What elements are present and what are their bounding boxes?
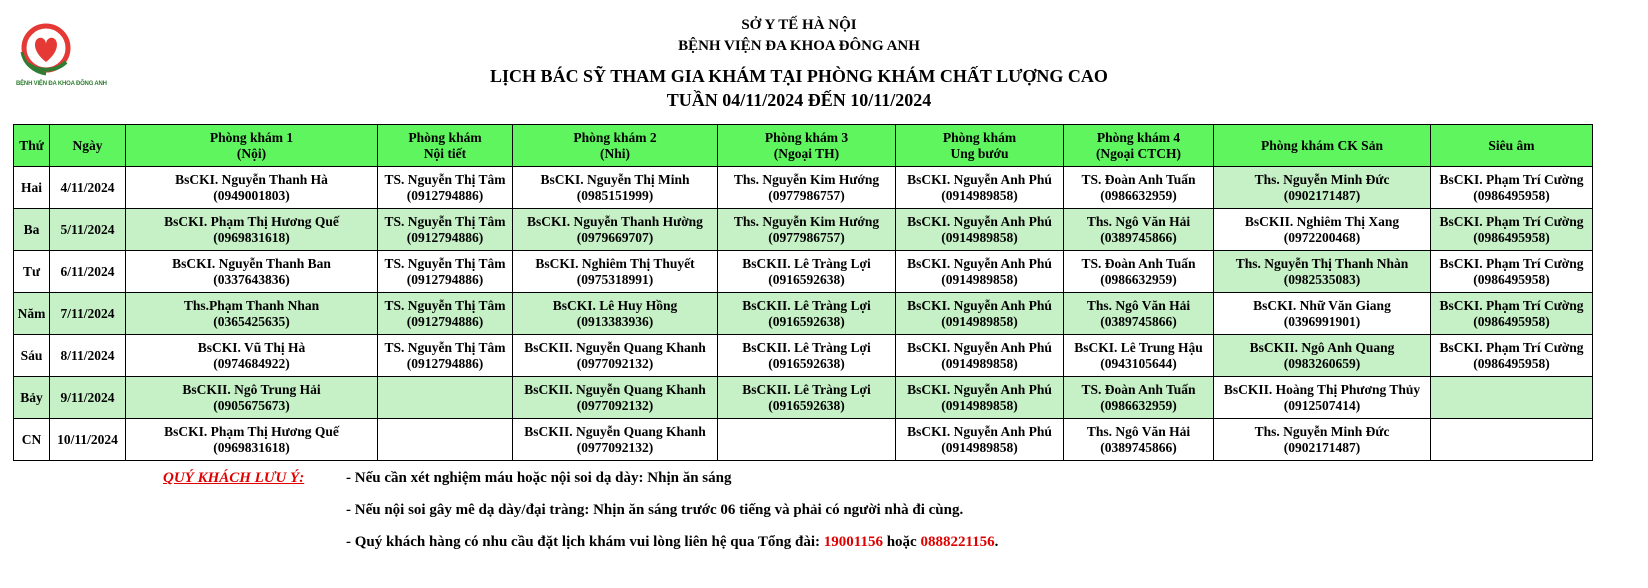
doctor-name: Ths. Nguyễn Minh Đức [1254,423,1390,439]
doctor-cell [126,209,378,251]
department-name: SỞ Y TẾ HÀ NỘI [741,17,857,33]
table-header-row [14,125,1593,167]
column-header [378,125,513,167]
doctor-name: Ths. Nguyễn Kim Hướng [733,213,880,229]
column-header-title: Thứ [19,137,44,153]
doctor-cell [378,251,513,293]
doctor-phone: (0337643836) [213,271,290,287]
column-header-title: Phòng khám [942,129,1017,145]
column-header-title: Ngày [72,137,103,153]
doctor-cell [513,293,718,335]
doctor-phone: (0914989858) [941,313,1018,329]
doctor-cell [718,209,896,251]
date-cell: 9/11/2024 [50,377,126,419]
day-cell: Bảy [14,377,50,419]
doctor-cell [126,167,378,209]
date-cell: 6/11/2024 [50,251,126,293]
doctor-phone: (0985151999) [576,187,654,203]
doctor-name: BsCKI. Nguyễn Thanh Ban [172,255,331,271]
column-header-subtitle: Nội tiết [423,145,467,161]
doctor-name: BsCKI. Phạm Trí Cường [1439,213,1584,229]
doctor-name: BsCKI. Phạm Trí Cường [1439,171,1584,187]
doctor-cell [1214,419,1431,461]
doctor-phone: (0914989858) [941,397,1018,413]
doctor-cell [1214,335,1431,377]
doctor-name: Ths. Ngô Văn Hải [1086,297,1191,313]
day-cell: Sáu [14,335,50,377]
doctor-phone: (0982535083) [1283,271,1361,287]
doctor-cell [896,377,1064,419]
doctor-phone: (0969831618) [213,229,290,245]
doctor-name: BsCKI. Nguyễn Anh Phú [907,423,1052,439]
doctor-cell [896,251,1064,293]
doctor-cell [1431,419,1593,461]
doctor-cell [1431,167,1593,209]
doctor-phone: (0916592638) [768,313,845,329]
day-cell: Tư [14,251,50,293]
doctor-phone: (0983260659) [1283,355,1361,371]
doctor-cell [718,419,896,461]
table-row [14,335,1593,377]
column-header [718,125,896,167]
notice-line-3-end: . [994,534,999,550]
doctor-cell [378,209,513,251]
doctor-phone: (0975318991) [576,271,654,287]
doctor-phone: (0986632959) [1100,271,1177,287]
doctor-phone: (0914989858) [941,187,1018,203]
doctor-name: BsCKI. Nguyễn Anh Phú [907,339,1052,355]
doctor-cell [126,335,378,377]
doctor-name: Ths. Nguyễn Minh Đức [1254,171,1390,187]
doctor-name: BsCKII. Nghiêm Thị Xang [1244,213,1400,229]
table-row [14,293,1593,335]
doctor-cell [378,419,513,461]
doctor-phone: (0916592638) [768,397,845,413]
doctor-phone: (0914989858) [941,229,1018,245]
doctor-name: BsCKI. Phạm Thị Hương Quế [164,213,339,229]
doctor-phone: (0912507414) [1283,397,1361,413]
doctor-name: BsCKI. Phạm Trí Cường [1439,255,1584,271]
doctor-phone: (0912794886) [406,187,484,203]
date-cell: 8/11/2024 [50,335,126,377]
doctor-cell [1064,167,1214,209]
column-header [14,125,50,167]
hotline-number-1: 19001156 [823,534,883,550]
doctor-cell [896,293,1064,335]
doctor-name: TS. Nguyễn Thị Tâm [384,171,506,187]
doctor-name: BsCKI. Nhữ Văn Giang [1253,297,1391,313]
doctor-name: TS. Nguyễn Thị Tâm [384,297,506,313]
doctor-name: BsCKII. Ngô Anh Quang [1249,339,1395,355]
doctor-phone: (0972200468) [1283,229,1361,245]
column-header-title: Phòng khám 4 [1096,129,1181,145]
column-header [1431,125,1593,167]
doctor-name: BsCKII. Lê Tràng Lợi [742,339,871,355]
column-header [50,125,126,167]
doctor-cell [378,377,513,419]
doctor-name: BsCKII. Nguyễn Quang Khanh [524,339,706,355]
column-header-subtitle: (Ngoại TH) [773,145,840,161]
column-header-subtitle: (Nhi) [600,145,630,161]
doctor-cell [1064,419,1214,461]
doctor-phone: (0389745866) [1100,439,1177,455]
doctor-name: BsCKI. Nguyễn Thanh Hường [527,213,703,229]
doctor-name: BsCKI. Nguyễn Anh Phú [907,297,1052,313]
doctor-name: BsCKI. Nghiêm Thị Thuyết [535,255,695,271]
table-row [14,377,1593,419]
doctor-cell [718,335,896,377]
doctor-cell [1064,209,1214,251]
day-cell: Ba [14,209,50,251]
doctor-phone: (0912794886) [406,313,484,329]
doctor-name: BsCKII. Lê Tràng Lợi [742,255,871,271]
doctor-name: BsCKI. Phạm Trí Cường [1439,339,1584,355]
doctor-cell [896,209,1064,251]
doctor-cell [378,167,513,209]
doctor-cell [1431,209,1593,251]
doctor-cell [896,335,1064,377]
doctor-cell [1431,293,1593,335]
doctor-cell [378,335,513,377]
column-header-title: Phòng khám [408,129,482,145]
doctor-cell [513,377,718,419]
doctor-phone: (0916592638) [768,355,845,371]
doctor-phone: (0389745866) [1100,229,1177,245]
notice-line-3-or: hoặc [882,534,921,550]
column-header [1064,125,1214,167]
doctor-phone: (0912794886) [406,355,484,371]
doctor-name: BsCKI. Nguyễn Anh Phú [907,213,1052,229]
doctor-phone: (0986495958) [1473,271,1550,287]
doctor-cell [1214,251,1431,293]
doctor-cell [513,335,718,377]
doctor-cell [1214,209,1431,251]
doctor-phone: (0977986757) [768,187,845,203]
doctor-phone: (0949001803) [213,187,290,203]
doctor-phone: (0986495958) [1473,313,1550,329]
doctor-cell [896,167,1064,209]
doctor-name: Ths. Ngô Văn Hải [1086,423,1191,439]
column-header [1214,125,1431,167]
doctor-phone: (0902171487) [1283,439,1361,455]
doctor-name: BsCKI. Nguyễn Anh Phú [907,171,1052,187]
doctor-name: Ths.Phạm Thanh Nhan [183,297,320,313]
doctor-name: TS. Nguyễn Thị Tâm [384,213,506,229]
doctor-name: BsCKI. Nguyễn Anh Phú [907,255,1052,271]
doctor-cell [718,251,896,293]
doctor-cell [126,293,378,335]
date-cell: 4/11/2024 [50,167,126,209]
doctor-phone: (0914989858) [941,439,1018,455]
doctor-name: BsCKII. Nguyễn Quang Khanh [524,381,706,397]
doctor-cell [718,293,896,335]
doctor-phone: (0986632959) [1100,187,1177,203]
doctor-cell [126,419,378,461]
doctor-name: BsCKII. Lê Tràng Lợi [742,297,871,313]
doctor-name: TS. Đoàn Anh Tuấn [1081,171,1196,187]
doctor-name: BsCKII. Lê Tràng Lợi [742,381,871,397]
doctor-phone: (0902171487) [1283,187,1361,203]
column-header [513,125,718,167]
doctor-cell [513,167,718,209]
day-cell: CN [14,419,50,461]
doctor-cell [126,377,378,419]
day-cell: Hai [14,167,50,209]
week-range: TUẦN 04/11/2024 ĐẾN 10/11/2024 [666,90,932,110]
doctor-name: Ths. Ngô Văn Hải [1086,213,1191,229]
doctor-cell [378,293,513,335]
doctor-phone: (0389745866) [1100,313,1177,329]
doctor-cell [1064,293,1214,335]
doctor-name: BsCKI. Lê Trung Hậu [1074,339,1203,355]
logo-caption: BỆNH VIỆN ĐA KHOA ĐÔNG ANH [16,81,107,87]
doctor-phone: (0365425635) [213,313,290,329]
doctor-name: TS. Đoàn Anh Tuấn [1081,255,1196,271]
doctor-name: Ths. Nguyễn Thị Thanh Nhàn [1235,255,1409,271]
notice-line-3 [346,534,998,551]
doctor-phone: (0977092132) [576,397,654,413]
notice-line-1: - Nếu cần xét nghiệm máu hoặc nội soi dạ dày: Nhịn ăn sáng [346,470,732,486]
notice-label: QUÝ KHÁCH LƯU Ý: [163,470,305,486]
table-row [14,209,1593,251]
day-cell: Năm [14,293,50,335]
doctor-name: BsCKII. Hoàng Thị Phương Thủy [1223,381,1421,397]
doctor-name: BsCKI. Nguyễn Anh Phú [907,381,1052,397]
doctor-phone: (0914989858) [941,271,1018,287]
date-cell: 10/11/2024 [50,419,126,461]
doctor-name: BsCKI. Phạm Trí Cường [1439,297,1584,313]
doctor-cell [513,251,718,293]
doctor-name: BsCKI. Nguyễn Thanh Hà [175,171,328,187]
hospital-name: BỆNH VIỆN ĐA KHOA ĐÔNG ANH [678,38,920,54]
doctor-phone: (0974684922) [213,355,290,371]
hotline-number-2: 0888221156 [920,534,995,550]
doctor-phone: (0396991901) [1283,313,1361,329]
doctor-phone: (0969831618) [213,439,290,455]
doctor-name: TS. Nguyễn Thị Tâm [384,255,506,271]
doctor-phone: (0912794886) [406,271,484,287]
column-header-subtitle: (Nội) [236,145,267,161]
column-header-subtitle: (Ngoại CTCH) [1095,145,1182,161]
notice-line-2: - Nếu nội soi gây mê dạ dày/đại tràng: Nhịn ăn sáng trước 06 tiếng và phải có người nhà đi cùng. [346,502,964,518]
doctor-cell [126,251,378,293]
doctor-cell [896,419,1064,461]
doctor-cell [1214,293,1431,335]
date-cell: 5/11/2024 [50,209,126,251]
doctor-name: BsCKII. Nguyễn Quang Khanh [524,423,706,439]
doctor-phone: (0943105644) [1100,355,1177,371]
column-header-title: Siêu âm [1488,137,1535,153]
doctor-name: BsCKI. Vũ Thị Hà [197,339,306,355]
doctor-cell [1214,167,1431,209]
doctor-cell [1431,251,1593,293]
doctor-phone: (0986495958) [1473,229,1550,245]
doctor-phone: (0912794886) [406,229,484,245]
page-title: LỊCH BÁC SỸ THAM GIA KHÁM TẠI PHÒNG KHÁM CHẤT LƯỢNG CAO [490,66,1108,86]
doctor-phone: (0977986757) [768,229,845,245]
doctor-name: BsCKI. Phạm Thị Hương Quế [164,423,339,439]
doctor-phone: (0979669707) [576,229,654,245]
doctor-cell [1064,377,1214,419]
column-header [896,125,1064,167]
doctor-cell [1431,377,1593,419]
doctor-cell [1214,377,1431,419]
doctor-phone: (0986632959) [1100,397,1177,413]
doctor-cell [513,419,718,461]
doctor-cell [513,209,718,251]
doctor-cell [1064,335,1214,377]
doctor-name: Ths. Nguyễn Kim Hướng [733,171,880,187]
doctor-name: TS. Đoàn Anh Tuấn [1081,381,1196,397]
column-header-title: Phòng khám CK Sản [1261,137,1383,153]
table-row [14,251,1593,293]
doctor-phone: (0986495958) [1473,187,1550,203]
column-header-title: Phòng khám 2 [573,129,657,145]
doctor-name: BsCKII. Ngô Trung Hải [182,381,321,397]
doctor-name: BsCKI. Nguyễn Thị Minh [540,171,690,187]
column-header-title: Phòng khám 1 [209,129,294,145]
doctor-phone: (0986495958) [1473,355,1550,371]
notice-line-3-text: - Quý khách hàng có nhu cầu đặt lịch khám vui lòng liên hệ qua Tổng đài: [346,534,824,550]
doctor-cell [1431,335,1593,377]
doctor-phone: (0916592638) [768,271,845,287]
doctor-cell [1064,251,1214,293]
doctor-cell [718,167,896,209]
doctor-phone: (0977092132) [576,439,654,455]
column-header-subtitle: Ung bướu [950,145,1009,161]
doctor-phone: (0914989858) [941,355,1018,371]
doctor-schedule-table [13,124,1593,461]
doctor-name: TS. Nguyễn Thị Tâm [384,339,506,355]
doctor-phone: (0977092132) [576,355,654,371]
table-row [14,167,1593,209]
doctor-name: BsCKI. Lê Huy Hồng [552,297,678,313]
column-header [126,125,378,167]
table-row [14,419,1593,461]
doctor-phone: (0913383936) [576,313,654,329]
date-cell: 7/11/2024 [50,293,126,335]
doctor-cell [718,377,896,419]
column-header-title: Phòng khám 3 [764,129,849,145]
doctor-phone: (0905675673) [213,397,290,413]
